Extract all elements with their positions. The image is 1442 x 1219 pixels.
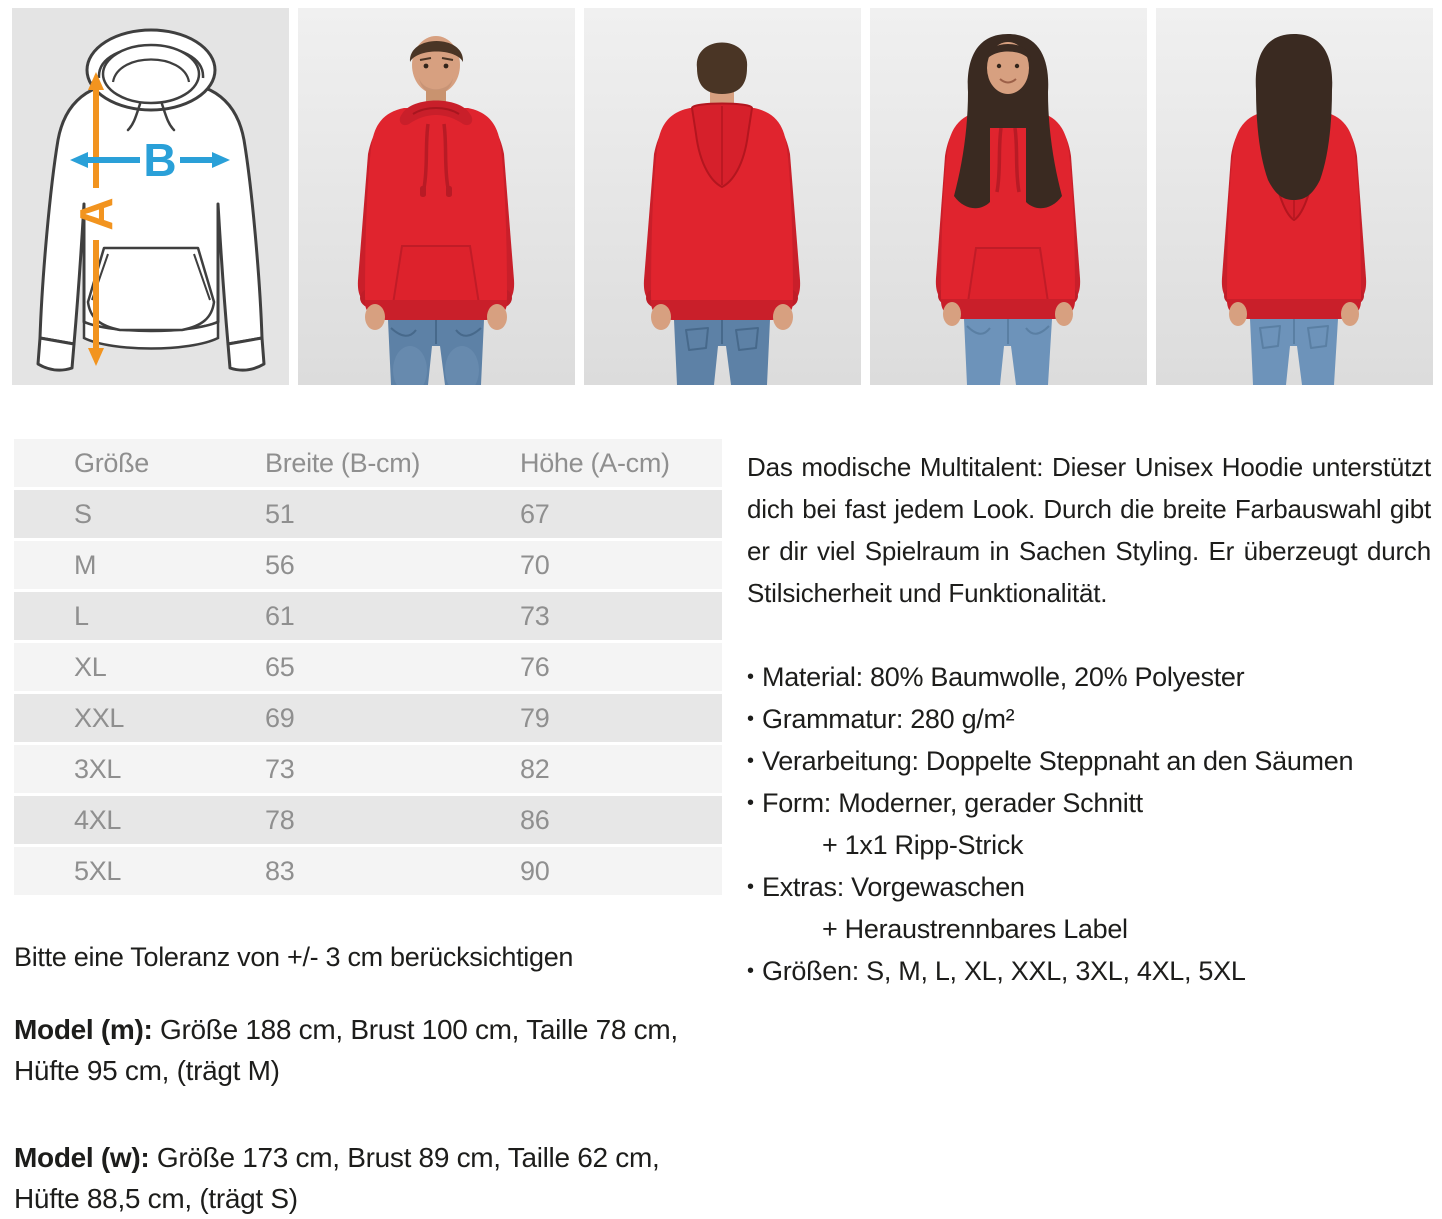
size-table-cell: XXL xyxy=(14,693,265,744)
model-w-label: Model (w): xyxy=(14,1142,150,1173)
measurement-diagram-drawing xyxy=(12,8,289,385)
man-front-illustration xyxy=(298,8,575,385)
size-table-cell: 83 xyxy=(265,846,520,897)
bullet-icon: • xyxy=(747,666,754,688)
size-table-cell: 51 xyxy=(265,489,520,540)
model-w-text: Größe 173 cm, Brust 89 cm, Taille 62 cm, Hüfte 88,5 cm, (trägt S) xyxy=(14,1142,660,1214)
size-section xyxy=(14,439,722,1219)
feature-list xyxy=(747,656,1431,992)
photo-man-back xyxy=(584,8,861,385)
size-table-cell: 90 xyxy=(520,846,722,897)
photo-woman-front xyxy=(870,8,1147,385)
size-table-cell: 78 xyxy=(265,795,520,846)
label-b: B xyxy=(143,134,177,186)
feature-item xyxy=(747,740,1431,782)
size-table-cell: 73 xyxy=(520,591,722,642)
tolerance-note: Bitte eine Toleranz von +/- 3 cm berücksichtigen xyxy=(14,942,574,972)
size-table-cell: S xyxy=(14,489,265,540)
feature-text: Material: 80% Baumwolle, 20% Polyester xyxy=(762,662,1245,692)
size-table-header: Breite (B-cm) xyxy=(265,439,520,489)
size-table-cell: XL xyxy=(14,642,265,693)
size-table-cell: 79 xyxy=(520,693,722,744)
size-table-cell: 70 xyxy=(520,540,722,591)
photo-man-front xyxy=(298,8,575,385)
feature-item xyxy=(747,698,1431,740)
feature-item xyxy=(747,950,1431,992)
size-table-row xyxy=(14,846,722,897)
product-description: Das modische Multitalent: Dieser Unisex Hoodie unterstützt dich bei fast jedem Look. Durch die breite Farbauswahl gibt er dir viel Spielraum in Sachen Styling. Er überzeugt durch Stilsicherheit und Funktionalität. xyxy=(747,452,1431,608)
product-gallery xyxy=(12,8,1433,385)
size-table-row xyxy=(14,489,722,540)
size-table-cell: 61 xyxy=(265,591,520,642)
woman-front-illustration xyxy=(870,8,1147,385)
size-table-cell: 4XL xyxy=(14,795,265,846)
bullet-icon: • xyxy=(747,792,754,814)
size-table-cell: 73 xyxy=(265,744,520,795)
feature-subtext: + Heraustrennbares Label xyxy=(822,914,1128,944)
bullet-icon: • xyxy=(747,750,754,772)
hoodie-measurement-diagram xyxy=(12,8,289,385)
size-table-row xyxy=(14,795,722,846)
size-table-cell: 86 xyxy=(520,795,722,846)
size-table-row xyxy=(14,591,722,642)
size-table-cell: 65 xyxy=(265,642,520,693)
feature-item xyxy=(747,866,1431,950)
size-table-body xyxy=(14,489,722,897)
feature-text: Verarbeitung: Doppelte Steppnaht an den Säumen xyxy=(762,746,1354,776)
size-table-row xyxy=(14,540,722,591)
size-table-header: Größe xyxy=(14,439,265,489)
bullet-icon: • xyxy=(747,876,754,898)
photo-woman-back xyxy=(1156,8,1433,385)
feature-subtext: + 1x1 Ripp-Strick xyxy=(822,830,1024,860)
feature-text: Grammatur: 280 g/m² xyxy=(762,704,1015,734)
size-table-cell: 69 xyxy=(265,693,520,744)
feature-item xyxy=(747,782,1431,866)
model-w-note xyxy=(14,1137,714,1219)
size-table-cell: 3XL xyxy=(14,744,265,795)
model-m-text: Größe 188 cm, Brust 100 cm, Taille 78 cm, Hüfte 95 cm, (trägt M) xyxy=(14,1014,678,1086)
size-table-cell: 67 xyxy=(520,489,722,540)
model-m-note xyxy=(14,1009,714,1091)
description-section xyxy=(747,446,1431,992)
size-table-cell: L xyxy=(14,591,265,642)
label-a: A xyxy=(70,197,122,231)
bullet-icon: • xyxy=(747,960,754,982)
size-table-cell: 5XL xyxy=(14,846,265,897)
size-table-row xyxy=(14,744,722,795)
feature-text: Extras: Vorgewaschen xyxy=(762,872,1025,902)
bullet-icon: • xyxy=(747,708,754,730)
feature-text: Größen: S, M, L, XL, XXL, 3XL, 4XL, 5XL xyxy=(762,956,1246,986)
man-back-illustration xyxy=(584,8,861,385)
feature-item xyxy=(747,656,1431,698)
size-table-cell: 56 xyxy=(265,540,520,591)
feature-text: Form: Moderner, gerader Schnitt xyxy=(762,788,1143,818)
size-table-row xyxy=(14,642,722,693)
size-table-cell: M xyxy=(14,540,265,591)
size-table xyxy=(14,439,722,898)
size-table-cell: 76 xyxy=(520,642,722,693)
size-table-header: Höhe (A-cm) xyxy=(520,439,722,489)
model-m-label: Model (m): xyxy=(14,1014,153,1045)
woman-back-illustration xyxy=(1156,8,1433,385)
size-table-row xyxy=(14,693,722,744)
size-table-head-row xyxy=(14,439,722,489)
size-table-cell: 82 xyxy=(520,744,722,795)
